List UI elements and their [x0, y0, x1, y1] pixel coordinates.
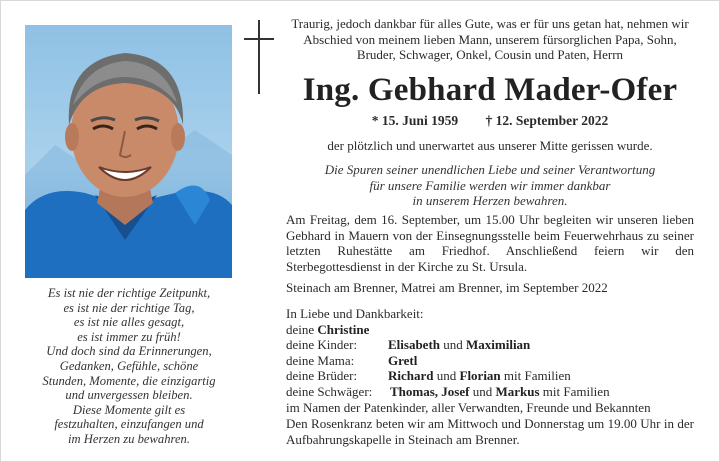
- family-children: deine Kinder: Elisabeth und Maximilian: [286, 337, 531, 353]
- death-date: † 12. September 2022: [485, 113, 609, 128]
- life-dates: [286, 113, 694, 129]
- quote-line: in unserem Herzen bewahren.: [412, 193, 568, 209]
- quote-line: Die Spuren seiner unendlichen Liebe und seiner Verantwortung: [324, 162, 656, 177]
- poem-line: Diese Momente gilt es: [72, 402, 186, 417]
- funeral-announcement: Am Freitag, dem 16. September, um 15.00 Uhr begleiten wir unseren lieben Gebhard in Mauern von der Einsegnungsstelle beim Feuerwehrhaus zu seiner letzten Ruhestätte am Friedhof. Anschließend feiern wir den Sterbegottesdienst in der Kirche zu St. Ursula.: [286, 212, 694, 274]
- intro-text: Traurig, jedoch dankbar für alles Gute, was er für uns getan hat, nehmen wir Abschied von meinem lieben Mann, unserem fürsorglichen Papa, Sohn, Bruder, Schwager, Onkel, Cousin und Paten, Herrn: [291, 16, 689, 63]
- deceased-name: Ing. Gebhard Mader-Ofer: [302, 72, 678, 108]
- family-mother: deine Mama: Gretl: [286, 352, 418, 368]
- family-others: im Namen der Patenkinder, aller Verwandten, Freunde und Bekannten: [286, 399, 651, 415]
- poem-line: im Herzen zu bewahren.: [68, 431, 190, 446]
- family-wife: deine Christine: [286, 321, 370, 337]
- memorial-poem: [22, 286, 236, 447]
- rosary-notice: Den Rosenkranz beten wir am Mittwoch und Donnerstag um 19.00 Uhr in der Aufbahrungskapelle in Steinach am Brenner.: [286, 416, 694, 447]
- birth-date: * 15. Juni 1959: [371, 113, 459, 128]
- cross-icon: [244, 20, 274, 94]
- poem-line: es ist nie alles gesagt,: [73, 315, 185, 330]
- poem-line: Und doch sind da Erinnerungen,: [46, 344, 212, 359]
- memorial-quote: [286, 162, 694, 209]
- poem-line: und unvergessen bleiben.: [65, 388, 193, 403]
- poem-line: Es ist nie der richtige Zeitpunkt,: [47, 286, 211, 300]
- poem-line: Gedanken, Gefühle, schöne: [59, 358, 199, 373]
- portrait-photo: [25, 25, 232, 278]
- sudden-text: der plötzlich und unerwartet aus unserer Mitte gerissen wurde.: [327, 138, 653, 153]
- family-brothers: deine Brüder: Richard und Florian mit Familien: [286, 368, 571, 384]
- poem-line: Stunden, Momente, die einzigartig: [42, 373, 216, 388]
- poem-line: es ist immer zu früh!: [77, 329, 181, 344]
- place-and-date: Steinach am Brenner, Matrei am Brenner, im September 2022: [286, 280, 608, 295]
- poem-line: es ist nie der richtige Tag,: [63, 300, 195, 315]
- family-inlaws: deine Schwäger: Thomas, Josef und Markus mit Familien: [286, 383, 610, 399]
- poem-line: festzuhalten, einzufangen und: [54, 417, 204, 432]
- family-list: [286, 306, 696, 415]
- family-heading: In Liebe und Dankbarkeit:: [286, 306, 424, 321]
- quote-line: für unsere Familie werden wir immer dankbar: [369, 177, 611, 193]
